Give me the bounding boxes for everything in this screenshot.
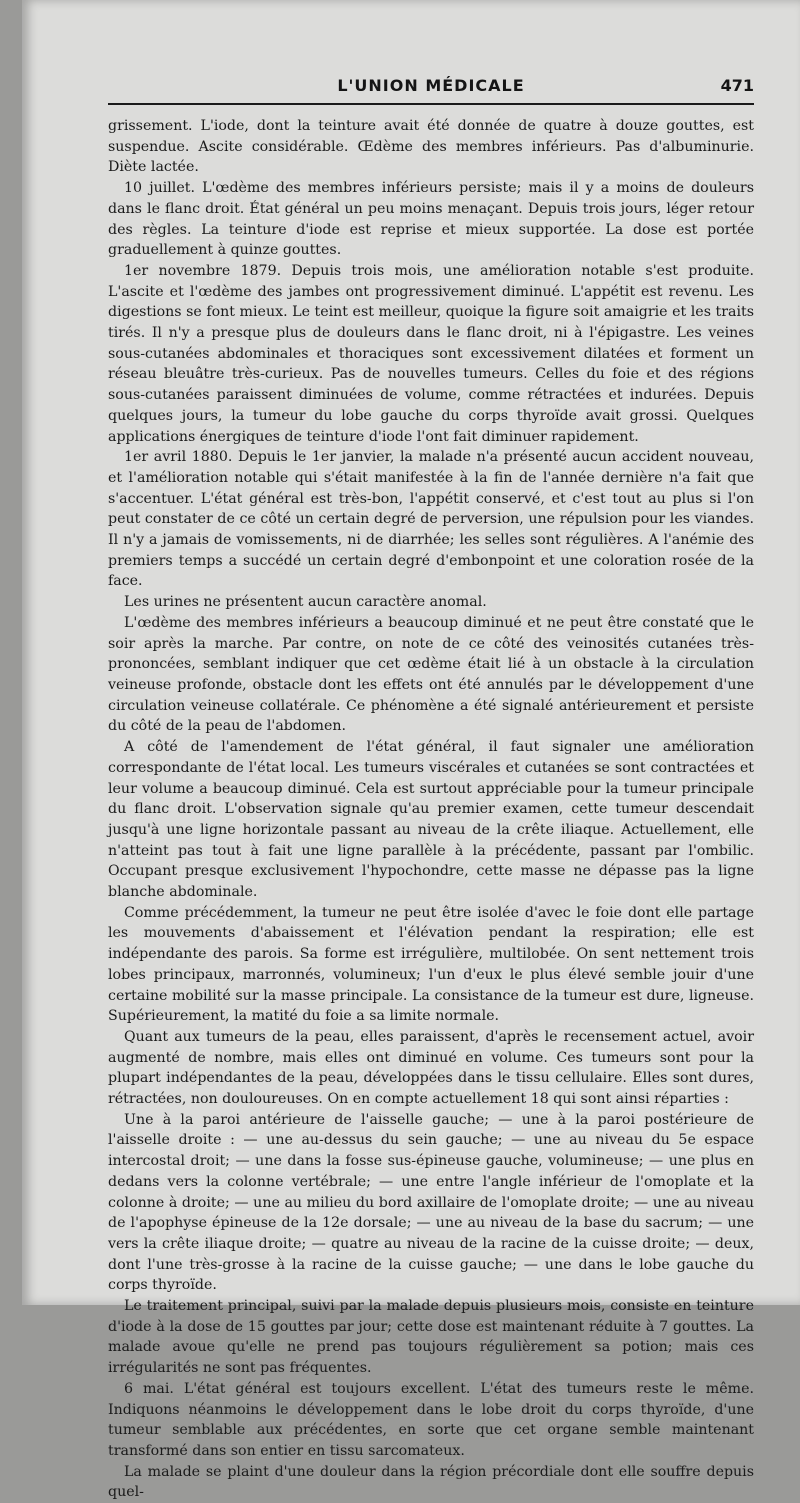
paragraph: Les urines ne présentent aucun caractère anomal. (124, 594, 487, 611)
paragraph: A côté de l'amendement de l'état général, il faut signaler une amélioration correspondante de l'état local. Les tumeurs viscérales et cutanées se sont contractées et leur volume a beaucoup diminué. Cela est surtout appréciable pour la tumeur principale du flanc droit. L'observation signale qu'au premier examen, cette tumeur descendait jusqu'à une ligne horizontale passant au niveau de la crête iliaque. Actuellement, elle n'atteint pas tout à fait une ligne parallèle à la précédente, passant par l'ombilic. Occupant presque exclusivement l'hypochondre, cette masse ne dépasse pas la ligne blanche abdominale. (108, 739, 754, 901)
paragraph: Quant aux tumeurs de la peau, elles paraissent, d'après le recensement actuel, avoir augmenté de nombre, mais elles ont diminué en volume. Ces tumeurs sont pour la plupart indépendantes de la peau, développées dans le tissu cellulaire. Elles sont dures, rétractées, non douloureuses. On en compte actuellement 18 qui sont ainsi réparties : (108, 1028, 754, 1108)
paragraph: Comme précédemment, la tumeur ne peut être isolée d'avec le foie dont elle partage les mouvements d'abaissement et l'élévation pendant la respiration; elle est indépendante des parois. Sa forme est irrégulière, multilobée. On sent nettement trois lobes principaux, marronnés, volumineux; l'un d'eux le plus élevé semble jouir d'une certaine mobilité sur la masse principale. La consistance de la tumeur est dure, ligneuse. Supérieurement, la matité du foie a sa limite normale. (108, 904, 754, 1025)
header-rule (108, 103, 754, 105)
paragraph: La malade se plaint d'une douleur dans la région précordiale dont elle souffre depuis quel- (108, 1463, 754, 1501)
paragraph: 1er avril 1880. Depuis le 1er janvier, la malade n'a présenté aucun accident nouveau, et l'amélioration notable qui s'était manifestée à la fin de l'année dernière n'a fait que s'accentuer. L'état général est très-bon, l'appétit conservé, et c'est tout au plus si l'on peut constater de ce côté un certain degré de perversion, une répulsion pour les viandes. Il n'y a jamais de vomissements, ni de diarrhée; les selles sont régulières. A l'anémie des premiers temps a succédé un certain degré d'embonpoint et une coloration rosée de la face. (108, 449, 754, 590)
page-header (108, 76, 754, 98)
paragraph: grissement. L'iode, dont la teinture avait été donnée de quatre à douze gouttes, est suspendue. Ascite considérable. Œdème des membres inférieurs. Pas d'albuminurie. Diète lactée. (108, 118, 754, 176)
paragraph: Le traitement principal, suivi par la malade depuis plusieurs mois, consiste en teinture d'iode à la dose de 15 gouttes par jour; cette dose est maintenant réduite à 7 gouttes. La malade avoue qu'elle ne prend pas toujours régulièrement sa potion; mais ces irrégularités ne sont pas fréquentes. (108, 1298, 754, 1377)
running-head: L'UNION MÉDICALE (337, 76, 525, 95)
paragraph: L'œdème des membres inférieurs a beaucoup diminué et ne peut être constaté que le soir après la marche. Par contre, on note de ce côté des veinosités cutanées très-prononcées, semblant indiquer que cet œdème était lié à un obstacle à la circulation veineuse profonde, obstacle dont les effets ont été annulés par le développement d'une circulation veineuse collatérale. Ce phénomène a été signalé antérieurement et persiste du côté de la peau de l'abdomen. (108, 614, 754, 735)
paragraph: 10 juillet. L'œdème des membres inférieurs persiste; mais il y a moins de douleurs dans le flanc droit. État général un peu moins menaçant. Depuis trois jours, léger retour des règles. La teinture d'iode est reprise et mieux supportée. La dose est portée graduellement à quinze gouttes. (108, 180, 754, 259)
paragraph: 6 mai. L'état général est toujours excellent. L'état des tumeurs reste le même. Indiquons néanmoins le développement dans le lobe droit du corps thyroïde, d'une tumeur semblable aux précédentes, en sorte que cet organe semble maintenant transformé dans son entier en tissu sarcomateux. (108, 1380, 754, 1459)
page-number: 471 (720, 76, 754, 95)
paragraph: 1er novembre 1879. Depuis trois mois, une amélioration notable s'est produite. L'ascite et l'œdème des jambes ont progressivement diminué. L'appétit est revenu. Les digestions se font mieux. Le teint est meilleur, quoique la figure soit amaigrie et les traits tirés. Il n'y a presque plus de douleurs dans le flanc droit, ni à l'épigastre. Les veines sous-cutanées abdominales et thoraciques sont excessivement dilatées et forment un réseau bleuâtre très-curieux. Pas de nouvelles tumeurs. Celles du foie et des régions sous-cutanées paraissent diminuées de volume, comme rétractées et indurées. Depuis quelques jours, la tumeur du lobe gauche du corps thyroïde avait grossi. Quelques applications énergiques de teinture d'iode l'ont fait diminuer rapidement. (108, 262, 754, 445)
paragraph: Une à la paroi antérieure de l'aisselle gauche; — une à la paroi postérieure de l'aisselle droite : — une au-dessus du sein gauche; — une au niveau du 5e espace intercostal droit; — une dans la fosse sus-épineuse gauche, volumineuse; — une plus en dedans vers la colonne vertébrale; — une entre l'angle inférieur de l'omoplate et la colonne à droite; — une au milieu du bord axillaire de l'omoplate droite; — une au niveau de l'apophyse épineuse de la 12e dorsale; — une au niveau de la base du sacrum; — une vers la crête iliaque droite; — quatre au niveau de la racine de la cuisse droite; — deux, dont l'une très-grosse à la racine de la cuisse gauche; — une dans le lobe gauche du corps thyroïde. (108, 1111, 754, 1294)
article-body (108, 116, 754, 1503)
